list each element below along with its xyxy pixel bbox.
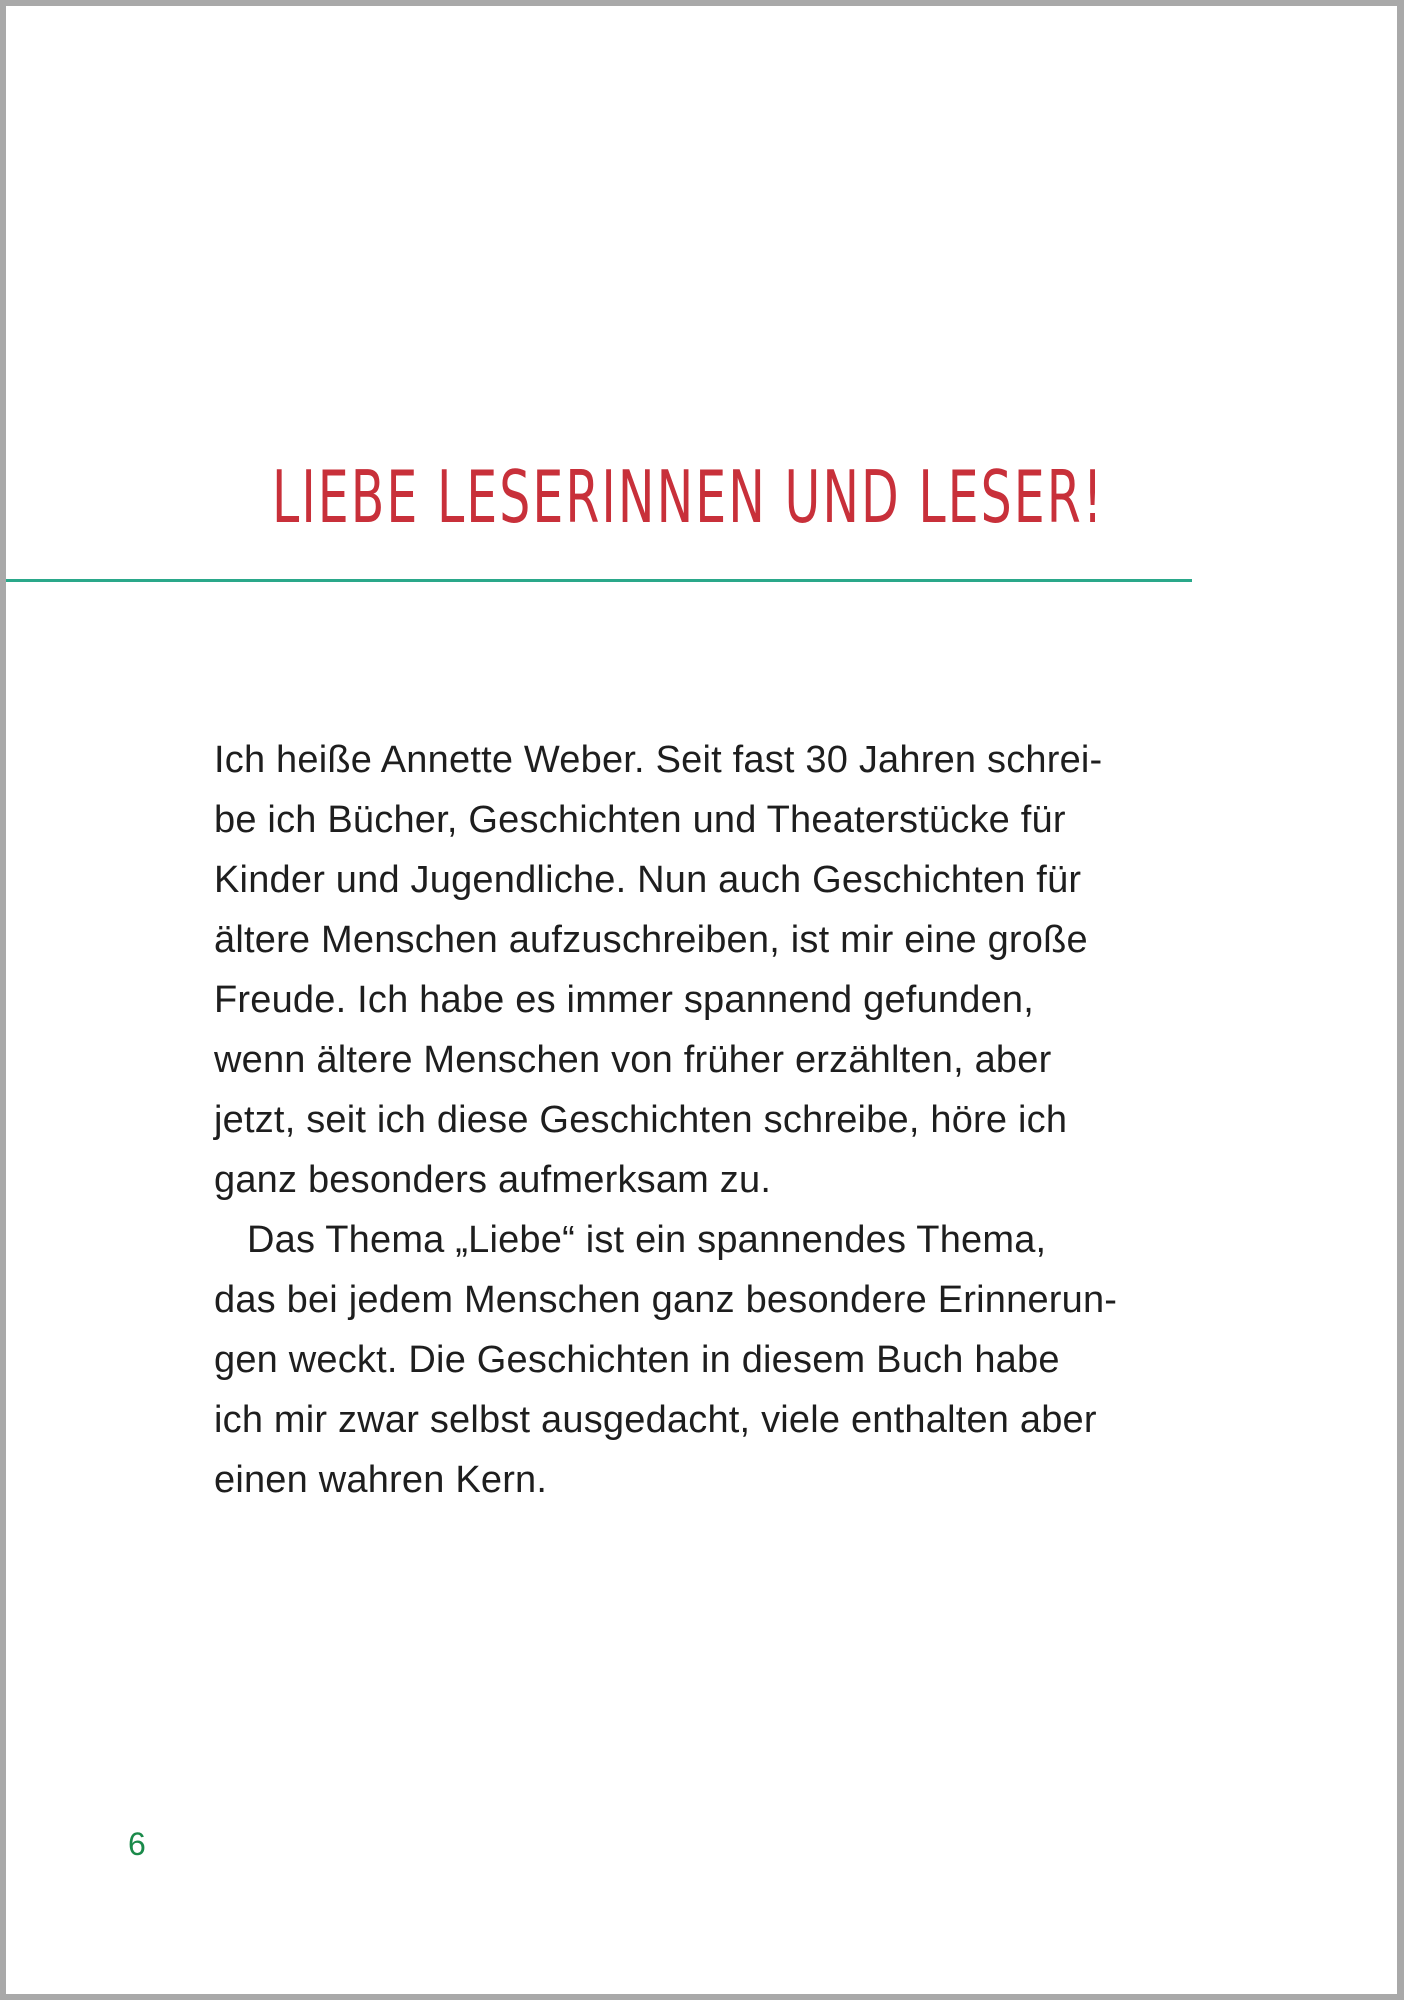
paragraph-2 [214,1210,1117,1510]
text-line: ich mir zwar selbst ausgedacht, viele enthalten aber [214,1399,1097,1441]
text-line: ältere Menschen aufzuschreiben, ist mir eine große [214,919,1088,961]
page-heading: LIEBE LESERINNEN UND LESER! [272,455,1105,539]
text-line: wenn ältere Menschen von früher erzählten, aber [214,1039,1052,1081]
body-text [214,730,1117,1510]
text-line: ganz besonders aufmerksam zu. [214,1159,772,1201]
text-line: Freude. Ich habe es immer spannend gefunden, [214,979,1034,1021]
text-line: jetzt, seit ich diese Geschichten schreibe, höre ich [214,1099,1068,1141]
paragraph-1 [214,730,1117,1210]
text-line: be ich Bücher, Geschichten und Theaterstücke für [214,799,1066,841]
text-line: Kinder und Jugendliche. Nun auch Geschichten für [214,859,1082,901]
text-line: gen weckt. Die Geschichten in diesem Buch habe [214,1339,1060,1381]
text-line: Das Thema „Liebe“ ist ein spannendes Thema, [247,1219,1047,1261]
text-line: einen wahren Kern. [214,1459,548,1501]
book-page [6,6,1397,1994]
heading-divider [6,579,1192,582]
text-line: Ich heiße Annette Weber. Seit fast 30 Jahren schrei- [214,739,1103,781]
text-line: das bei jedem Menschen ganz besondere Erinnerun- [214,1279,1118,1321]
page-number: 6 [128,1826,146,1862]
